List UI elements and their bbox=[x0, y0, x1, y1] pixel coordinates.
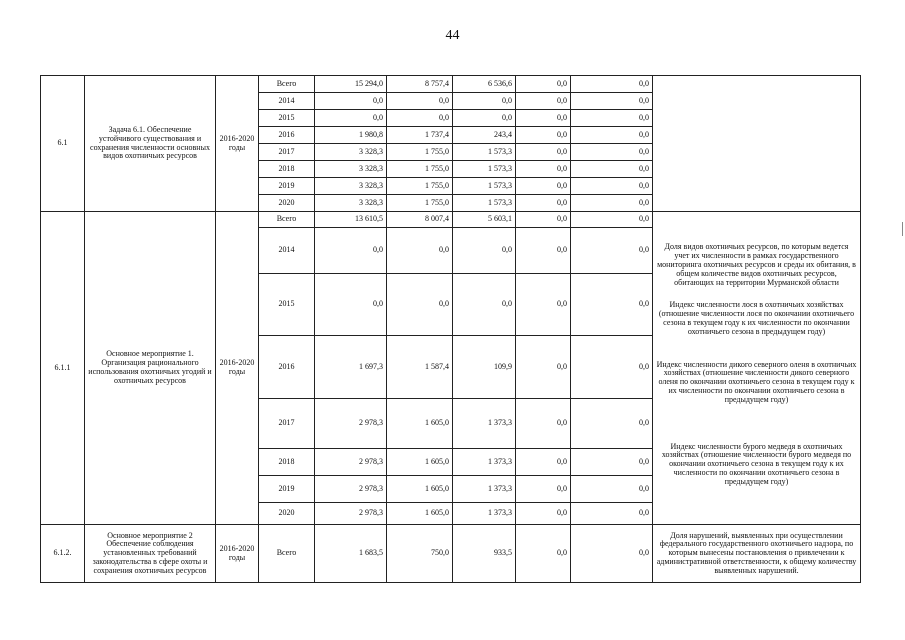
value-cell: 1 373,3 bbox=[453, 503, 516, 525]
year-cell: 2014 bbox=[259, 93, 315, 110]
value-cell: 1 980,8 bbox=[315, 127, 387, 144]
year-cell: 2015 bbox=[259, 274, 315, 336]
value-cell: 2 978,3 bbox=[315, 449, 387, 476]
year-cell: 2020 bbox=[259, 195, 315, 212]
section-code: 6.1 bbox=[41, 76, 85, 212]
value-cell: 0,0 bbox=[571, 110, 653, 127]
value-cell: 0,0 bbox=[315, 93, 387, 110]
value-cell: 1 605,0 bbox=[387, 503, 453, 525]
year-cell: Всего bbox=[259, 212, 315, 228]
value-cell: 1 755,0 bbox=[387, 161, 453, 178]
value-cell: 15 294,0 bbox=[315, 76, 387, 93]
value-cell: 0,0 bbox=[571, 274, 653, 336]
section-name: Задача 6.1. Обеспечение устойчивого существования и сохранения численности основных видов охотничьих ресурсов bbox=[85, 76, 216, 212]
value-cell: 0,0 bbox=[516, 449, 571, 476]
value-cell: 0,0 bbox=[516, 274, 571, 336]
indicator-cell-empty bbox=[653, 76, 861, 212]
year-cell: 2019 bbox=[259, 476, 315, 503]
year-cell: Всего bbox=[259, 76, 315, 93]
year-cell: 2017 bbox=[259, 144, 315, 161]
table-row bbox=[41, 212, 861, 228]
value-cell: 3 328,3 bbox=[315, 195, 387, 212]
value-cell: 0,0 bbox=[387, 93, 453, 110]
value-cell: 1 373,3 bbox=[453, 476, 516, 503]
value-cell: 0,0 bbox=[516, 110, 571, 127]
value-cell: 1 373,3 bbox=[453, 449, 516, 476]
value-cell: 0,0 bbox=[571, 449, 653, 476]
value-cell: 0,0 bbox=[571, 161, 653, 178]
value-cell: 8 007,4 bbox=[387, 212, 453, 228]
value-cell: 0,0 bbox=[387, 110, 453, 127]
value-cell: 0,0 bbox=[571, 503, 653, 525]
value-cell: 0,0 bbox=[516, 76, 571, 93]
value-cell: 0,0 bbox=[516, 144, 571, 161]
value-cell: 0,0 bbox=[516, 399, 571, 449]
value-cell: 0,0 bbox=[453, 228, 516, 274]
value-cell: 0,0 bbox=[571, 76, 653, 93]
value-cell: 3 328,3 bbox=[315, 161, 387, 178]
section-name: Основное мероприятие 1. Организация рационального использования охотничьих угодий и охотничьих ресурсов bbox=[85, 212, 216, 525]
value-cell: 3 328,3 bbox=[315, 178, 387, 195]
value-cell: 2 978,3 bbox=[315, 476, 387, 503]
value-cell: 0,0 bbox=[387, 274, 453, 336]
year-cell: 2016 bbox=[259, 127, 315, 144]
year-cell: 2015 bbox=[259, 110, 315, 127]
value-cell: 6 536,6 bbox=[453, 76, 516, 93]
indicator-text: Индекс численности дикого северного оленя в охотничьих хозяйствах (отношение численности дикого северного оленя по окончании охотничьего сезона в текущем году к их численности по окончании охотничьего сезона в предыдущем году) bbox=[656, 359, 857, 404]
value-cell: 933,5 bbox=[453, 525, 516, 583]
section-period: 2016-2020 годы bbox=[216, 212, 259, 525]
table-row bbox=[41, 525, 861, 583]
year-cell: 2019 bbox=[259, 178, 315, 195]
indicator-text: Доля видов охотничьих ресурсов, по которым ведется учет их численности в рамках государственного мониторинга охотничьих ресурсов и среды их обитания, в общем количестве видов охотничьих ресурсов, обитающих на территории Мурманской области bbox=[657, 242, 856, 287]
value-cell: 0,0 bbox=[571, 525, 653, 583]
value-cell: 0,0 bbox=[571, 144, 653, 161]
value-cell: 1 605,0 bbox=[387, 399, 453, 449]
value-cell: 0,0 bbox=[315, 274, 387, 336]
budget-table bbox=[40, 75, 861, 583]
value-cell: 1 587,4 bbox=[387, 336, 453, 399]
value-cell: 0,0 bbox=[516, 127, 571, 144]
value-cell: 0,0 bbox=[516, 476, 571, 503]
value-cell: 750,0 bbox=[387, 525, 453, 583]
value-cell: 2 978,3 bbox=[315, 399, 387, 449]
value-cell: 0,0 bbox=[571, 476, 653, 503]
indicator-text: Индекс численности бурого медведя в охотничьих хозяйствах (отношение численности бурого медведя по окончании охотничьего сезона в текущем году к их численности по окончании охотничьего сезона в предыдущем году) bbox=[661, 441, 852, 486]
value-cell: 0,0 bbox=[453, 110, 516, 127]
section-period: 2016-2020 годы bbox=[216, 525, 259, 583]
year-cell: Всего bbox=[259, 525, 315, 583]
value-cell: 2 978,3 bbox=[315, 503, 387, 525]
value-cell: 0,0 bbox=[453, 93, 516, 110]
value-cell: 0,0 bbox=[571, 127, 653, 144]
value-cell: 0,0 bbox=[571, 93, 653, 110]
value-cell: 0,0 bbox=[516, 161, 571, 178]
value-cell: 109,9 bbox=[453, 336, 516, 399]
value-cell: 243,4 bbox=[453, 127, 516, 144]
value-cell: 0,0 bbox=[387, 228, 453, 274]
section-name: Основное мероприятие 2 Обеспечение соблюдения установленных требований законодательства в сфере охоты и сохранения охотничьих ресурсов bbox=[85, 525, 216, 583]
value-cell: 0,0 bbox=[516, 228, 571, 274]
value-cell: 1 697,3 bbox=[315, 336, 387, 399]
table-row bbox=[41, 76, 861, 93]
value-cell: 0,0 bbox=[571, 178, 653, 195]
value-cell: 0,0 bbox=[516, 503, 571, 525]
value-cell: 1 605,0 bbox=[387, 476, 453, 503]
value-cell: 1 755,0 bbox=[387, 195, 453, 212]
indicator-text: Индекс численности лося в охотничьих хозяйствах (отношение численности лося по окончании охотничьего сезона в текущем году к их численности по окончании охотничьего сезона в предыдущем году) bbox=[658, 300, 855, 336]
value-cell: 1 605,0 bbox=[387, 449, 453, 476]
year-cell: 2018 bbox=[259, 449, 315, 476]
value-cell: 13 610,5 bbox=[315, 212, 387, 228]
value-cell: 1 683,5 bbox=[315, 525, 387, 583]
value-cell: 8 757,4 bbox=[387, 76, 453, 93]
value-cell: 0,0 bbox=[571, 399, 653, 449]
value-cell: 1 737,4 bbox=[387, 127, 453, 144]
value-cell: 0,0 bbox=[315, 228, 387, 274]
value-cell: 0,0 bbox=[315, 110, 387, 127]
indicator-text: Доля нарушений, выявленных при осуществлении федерального государственного охотничьего надзора, по которым вынесены постановления о привлечении к административной ответственности, к общему количеству выявленных нарушений. bbox=[653, 525, 861, 583]
value-cell: 1 755,0 bbox=[387, 144, 453, 161]
value-cell: 0,0 bbox=[516, 525, 571, 583]
value-cell: 0,0 bbox=[571, 195, 653, 212]
value-cell: 0,0 bbox=[516, 195, 571, 212]
year-cell: 2016 bbox=[259, 336, 315, 399]
value-cell: 0,0 bbox=[571, 336, 653, 399]
value-cell: 0,0 bbox=[453, 274, 516, 336]
year-cell: 2014 bbox=[259, 228, 315, 274]
value-cell: 0,0 bbox=[516, 93, 571, 110]
page-number: 44 bbox=[445, 28, 460, 43]
value-cell: 0,0 bbox=[571, 212, 653, 228]
value-cell: 5 603,1 bbox=[453, 212, 516, 228]
year-cell: 2017 bbox=[259, 399, 315, 449]
value-cell: 3 328,3 bbox=[315, 144, 387, 161]
year-cell: 2018 bbox=[259, 161, 315, 178]
section-code: 6.1.2. bbox=[41, 525, 85, 583]
indicator-cell bbox=[653, 212, 861, 525]
value-cell: 0,0 bbox=[516, 212, 571, 228]
value-cell: 0,0 bbox=[516, 178, 571, 195]
section-period: 2016-2020 годы bbox=[216, 76, 259, 212]
value-cell: 0,0 bbox=[571, 228, 653, 274]
value-cell: 1 373,3 bbox=[453, 399, 516, 449]
year-cell: 2020 bbox=[259, 503, 315, 525]
value-cell: 0,0 bbox=[516, 336, 571, 399]
scan-edge-mark bbox=[902, 222, 903, 236]
value-cell: 1 755,0 bbox=[387, 178, 453, 195]
value-cell: 1 573,3 bbox=[453, 144, 516, 161]
value-cell: 1 573,3 bbox=[453, 195, 516, 212]
value-cell: 1 573,3 bbox=[453, 178, 516, 195]
section-code: 6.1.1 bbox=[41, 212, 85, 525]
value-cell: 1 573,3 bbox=[453, 161, 516, 178]
